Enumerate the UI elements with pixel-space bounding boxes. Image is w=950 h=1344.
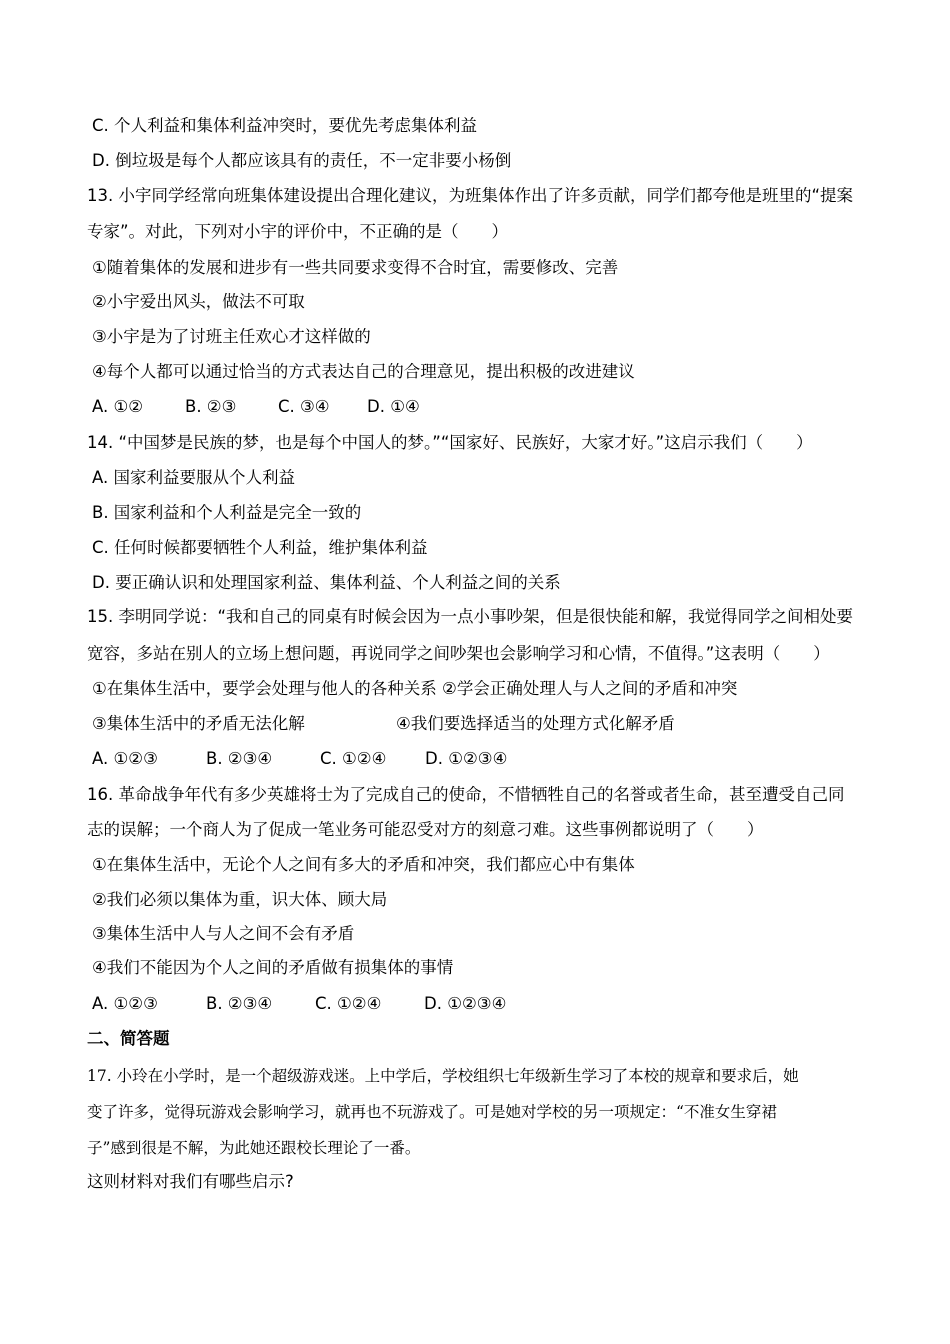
q13-item-1: ①随着集体的发展和进步有一些共同要求变得不合时宜，需要修改、完善 <box>92 258 619 277</box>
q12-option-d: D. 倒垃圾是每个人都应该具有的责任，不一定非要小杨倒 <box>92 151 512 170</box>
q15-item-1: ①在集体生活中，要学会处理与他人的各种关系 <box>92 679 437 698</box>
q17-material-line-2: 变了许多，觉得玩游戏会影响学习，就再也不玩游戏了。可是她对学校的另一项规定：“不准女生穿裙 <box>87 1103 777 1121</box>
q16-options <box>92 992 506 1016</box>
q15-items-row-1 <box>92 677 737 701</box>
q13-stem-line-1: 13. 小宇同学经常向班集体建设提出合理化建议，为班集体作出了许多贡献，同学们都夸他是班里的“提案 <box>87 186 854 205</box>
q14-option-a: A. 国家利益要服从个人利益 <box>92 468 295 487</box>
q13-option-a: A. ①② <box>92 397 144 416</box>
q15-option-c: C. ①②④ <box>320 749 387 768</box>
q14-option-d: D. 要正确认识和处理国家利益、集体利益、个人利益之间的关系 <box>92 573 561 592</box>
q13-option-b: B. ②③ <box>185 397 237 416</box>
q17-question: 这则材料对我们有哪些启示? <box>87 1172 294 1191</box>
q16-item-2: ②我们必须以集体为重，识大体、顾大局 <box>92 890 388 909</box>
q15-item-2: ②学会正确处理人与人之间的矛盾和冲突 <box>442 679 738 698</box>
q15-items-row-2 <box>92 712 675 736</box>
q17-material-line-3: 子”感到很是不解，为此她还跟校长理论了一番。 <box>87 1139 421 1157</box>
q15-stem-line-1: 15. 李明同学说：“我和自己的同桌有时候会因为一点小事吵架，但是很快能和解，我觉得同学之间相处要 <box>87 607 854 626</box>
section-2-heading: 二、简答题 <box>87 1029 170 1048</box>
q13-option-d: D. ①④ <box>367 397 420 416</box>
q15-stem-line-2: 宽容，多站在别人的立场上想问题，再说同学之间吵架也会影响学习和心情，不值得。”这表明（ ） <box>87 644 830 663</box>
q13-item-4: ④每个人都可以通过恰当的方式表达自己的合理意见，提出积极的改进建议 <box>92 362 635 381</box>
q16-option-d: D. ①②③④ <box>424 994 507 1013</box>
q16-option-c: C. ①②④ <box>315 994 382 1013</box>
q15-option-b: B. ②③④ <box>206 749 273 768</box>
q16-item-4: ④我们不能因为个人之间的矛盾做有损集体的事情 <box>92 958 454 977</box>
q13-item-2: ②小宇爱出风头，做法不可取 <box>92 292 305 311</box>
q13-option-c: C. ③④ <box>278 397 330 416</box>
q16-option-a: A. ①②③ <box>92 994 158 1013</box>
q16-stem-line-2: 志的误解；一个商人为了促成一笔业务可能忍受对方的刻意刁难。这些事例都说明了（ ） <box>87 820 764 839</box>
q13-item-3: ③小宇是为了讨班主任欢心才这样做的 <box>92 327 371 346</box>
q15-option-d: D. ①②③④ <box>425 749 508 768</box>
q14-option-c: C. 任何时候都要牺牲个人利益，维护集体利益 <box>92 538 428 557</box>
q17-material-line-1: 17. 小玲在小学时，是一个超级游戏迷。上中学后，学校组织七年级新生学习了本校的规章和要求后，她 <box>87 1067 799 1085</box>
q14-stem: 14. “中国梦是民族的梦，也是每个中国人的梦。”“国家好、民族好，大家才好。”这启示我们（ ） <box>87 433 813 452</box>
q13-stem-line-2: 专家”。对此，下列对小宇的评价中，不正确的是（ ） <box>87 222 509 241</box>
q15-options <box>92 747 507 771</box>
q15-option-a: A. ①②③ <box>92 749 158 768</box>
q16-item-3: ③集体生活中人与人之间不会有矛盾 <box>92 924 355 943</box>
q15-item-4: ④我们要选择适当的处理方式化解矛盾 <box>396 714 675 733</box>
q15-item-3: ③集体生活中的矛盾无法化解 <box>92 714 305 733</box>
q16-stem-line-1: 16. 革命战争年代有多少英雄将士为了完成自己的使命，不惜牺牲自己的名誉或者生命，甚至遭受自己同 <box>87 785 845 804</box>
q16-option-b: B. ②③④ <box>206 994 273 1013</box>
q13-options <box>92 395 420 419</box>
q14-option-b: B. 国家利益和个人利益是完全一致的 <box>92 503 362 522</box>
q16-item-1: ①在集体生活中，无论个人之间有多大的矛盾和冲突，我们都应心中有集体 <box>92 855 635 874</box>
q12-option-c: C. 个人利益和集体利益冲突时，要优先考虑集体利益 <box>92 116 478 135</box>
